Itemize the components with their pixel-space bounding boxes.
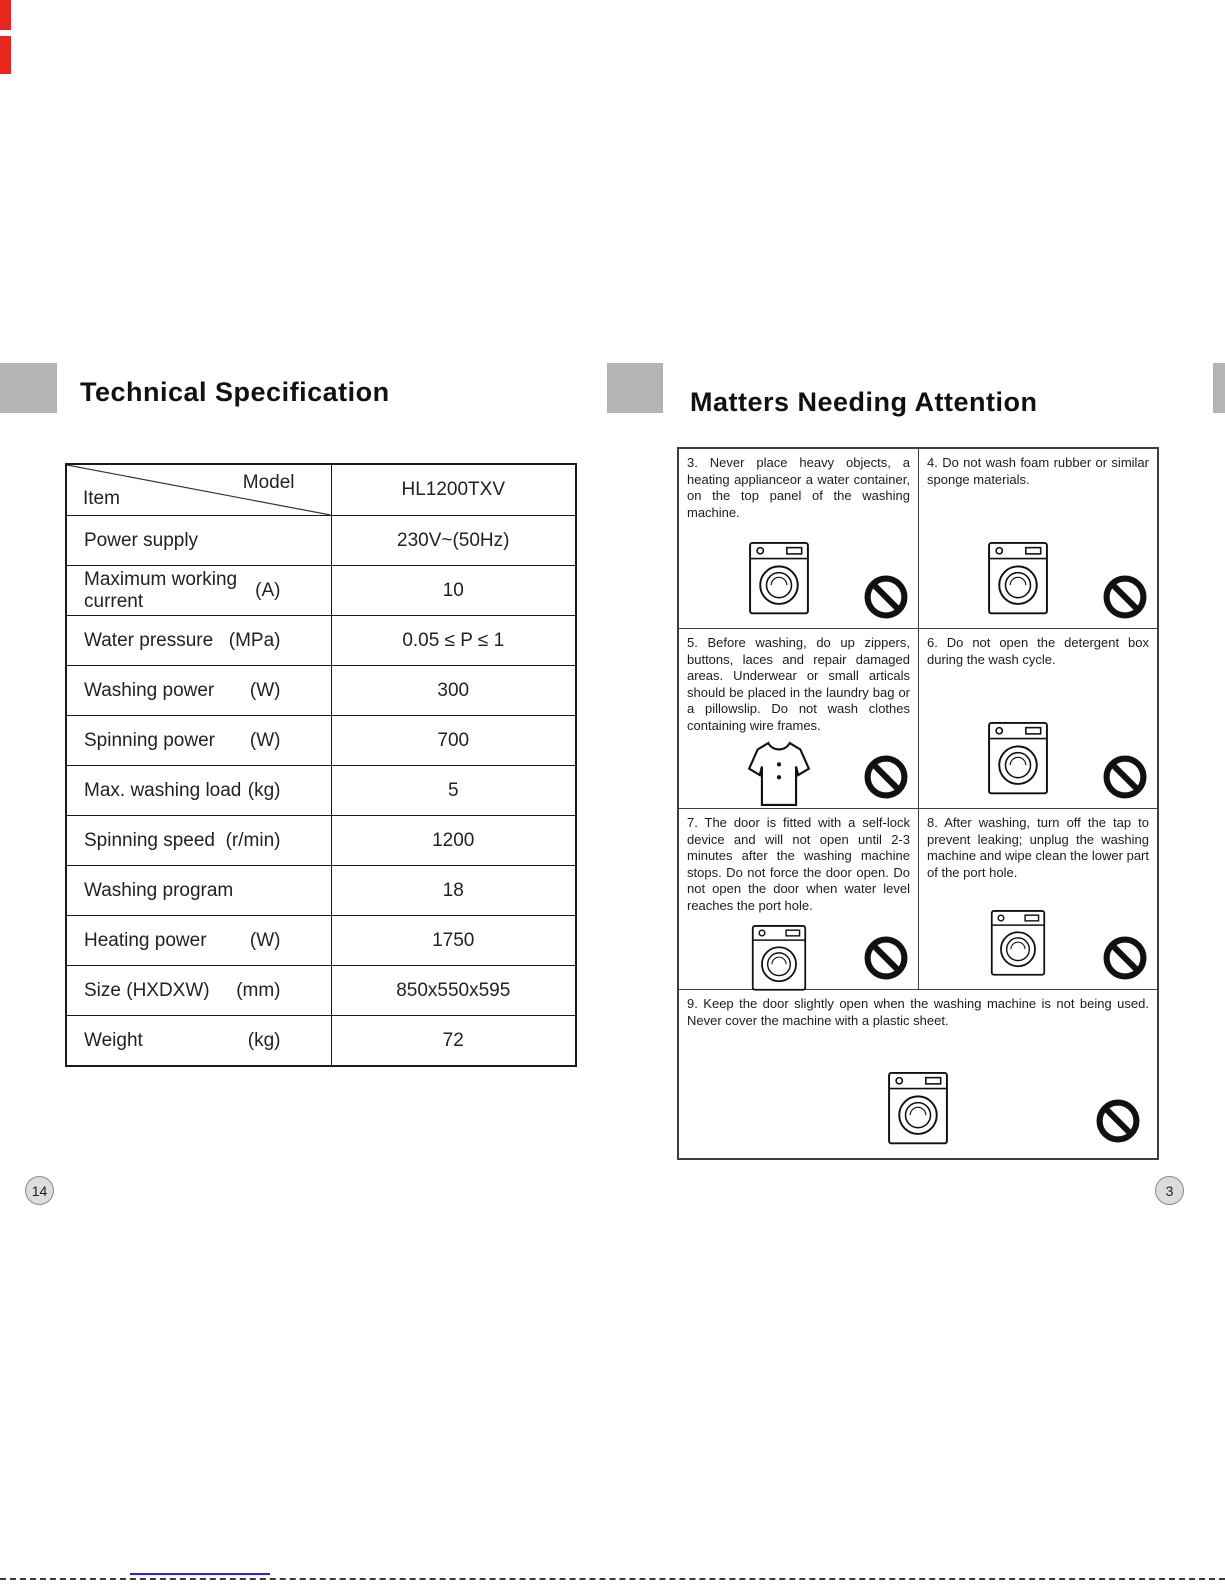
- item-unit: (W): [249, 679, 281, 701]
- item-value: 700: [331, 716, 576, 766]
- red-edge-mark: [0, 36, 11, 74]
- item-value: 10: [331, 566, 576, 616]
- item-name: Weight: [84, 1029, 143, 1051]
- table-row: [66, 566, 576, 616]
- item-name: Size (HXDXW): [84, 979, 210, 1001]
- notice-text: 6. Do not open the detergent box during the wash cycle.: [927, 635, 1149, 667]
- item-value: 1750: [331, 916, 576, 966]
- notice-text: 8. After washing, turn off the tap to prevent leaking; unplug the washing machine and wipe clean the lower part of the port hole.: [927, 815, 1149, 880]
- notice-text: 5. Before washing, do up zippers, buttons, laces and repair damaged areas. Underwear or small articals should be placed in the laundry bag or a pillowslip. Do not wash clothes containing wire frames.: [687, 635, 910, 733]
- prohibition-icon: [1102, 935, 1148, 981]
- cut-line: [0, 1578, 1225, 1580]
- section-marker-right: [607, 363, 663, 413]
- item-model-header-cell: [66, 464, 331, 516]
- section-marker-left: [0, 363, 57, 413]
- notice-cell-5: [679, 629, 919, 809]
- item-unit: (W): [249, 729, 281, 751]
- item-unit: (kg): [247, 1029, 281, 1051]
- spec-table: [65, 463, 577, 1067]
- table-row: [66, 816, 576, 866]
- item-unit: (kg): [247, 779, 281, 801]
- washing-machine-icon: [881, 1062, 955, 1148]
- washing-machine-icon: [746, 916, 812, 994]
- notice-grid: [677, 447, 1159, 1160]
- covered-machine-illustration: [687, 1060, 1149, 1154]
- notice-cell-7: [679, 809, 919, 990]
- prohibition-icon: [1102, 574, 1148, 620]
- item-name: Spinning speed: [84, 829, 215, 851]
- item-name: Maximum working current: [84, 568, 238, 612]
- table-header-row: [66, 464, 576, 516]
- notice-cell-6: [919, 629, 1157, 809]
- notice-cell-9: [679, 990, 1157, 1158]
- item-value: 850x550x595: [331, 966, 576, 1016]
- blue-underline: [130, 1573, 270, 1575]
- prohibition-icon: [863, 935, 909, 981]
- notice-cell-4: [919, 449, 1157, 629]
- notice-text: 7. The door is fitted with a self-lock device and will not open until 2-3 minutes after the washing machine stops. Do not force the door open. Do not open the door when water level reaches the port hole.: [687, 815, 910, 913]
- prohibition-icon: [863, 754, 909, 800]
- clothes-icon: [747, 736, 811, 812]
- item-name: Power supply: [84, 529, 199, 551]
- table-row: [66, 916, 576, 966]
- table-row: [66, 966, 576, 1016]
- notice-text: 3. Never place heavy objects, a heating applianceor a water container, on the top panel of the washing machine.: [687, 455, 910, 520]
- item-header-label: Item: [83, 488, 120, 509]
- item-value: 72: [331, 1016, 576, 1067]
- table-row: [66, 866, 576, 916]
- item-unit: (mm): [236, 979, 281, 1001]
- prohibition-icon: [1095, 1098, 1141, 1144]
- table-row: [66, 616, 576, 666]
- table-row: [66, 516, 576, 566]
- item-unit: (W): [249, 929, 281, 951]
- washing-machine-icon: [981, 532, 1055, 618]
- red-edge-mark: [0, 0, 11, 30]
- table-row: [66, 766, 576, 816]
- item-value: 18: [331, 866, 576, 916]
- item-name: Spinning power: [84, 729, 215, 751]
- item-name: Water pressure: [84, 629, 214, 651]
- item-name: Max. washing load: [84, 779, 242, 801]
- item-unit: (r/min): [225, 829, 281, 851]
- page-title-left: Technical Specification: [80, 377, 390, 407]
- washing-machine-icon: [985, 901, 1051, 979]
- prohibition-icon: [1102, 754, 1148, 800]
- item-name: Heating power: [84, 929, 207, 951]
- notice-text: 4. Do not wash foam rubber or similar sponge materials.: [927, 455, 1149, 487]
- notice-text: 9. Keep the door slightly open when the washing machine is not being used. Never cover the machine with a plastic sheet.: [687, 996, 1149, 1028]
- table-row: [66, 666, 576, 716]
- page-number-right: 3: [1155, 1176, 1184, 1205]
- section-marker-edge: [1213, 363, 1225, 413]
- washing-machine-icon: [981, 712, 1055, 798]
- table-row: [66, 716, 576, 766]
- washing-machine-icon: [742, 532, 816, 618]
- prohibition-icon: [863, 574, 909, 620]
- item-value: 300: [331, 666, 576, 716]
- item-value: 230V~(50Hz): [331, 516, 576, 566]
- item-unit: (MPa): [228, 629, 281, 651]
- item-value: 0.05 ≤ P ≤ 1: [331, 616, 576, 666]
- page-number-left: 14: [25, 1176, 54, 1205]
- item-unit: (A): [255, 579, 281, 601]
- item-name: Washing program: [84, 879, 234, 901]
- model-value: HL1200TXV: [331, 464, 576, 516]
- item-name: Washing power: [84, 679, 215, 701]
- notice-cell-8: [919, 809, 1157, 990]
- notice-cell-3: [679, 449, 919, 629]
- model-header-label: Model: [242, 472, 295, 493]
- item-value: 1200: [331, 816, 576, 866]
- page-title-right: Matters Needing Attention: [690, 387, 1038, 417]
- table-row: [66, 1016, 576, 1067]
- item-value: 5: [331, 766, 576, 816]
